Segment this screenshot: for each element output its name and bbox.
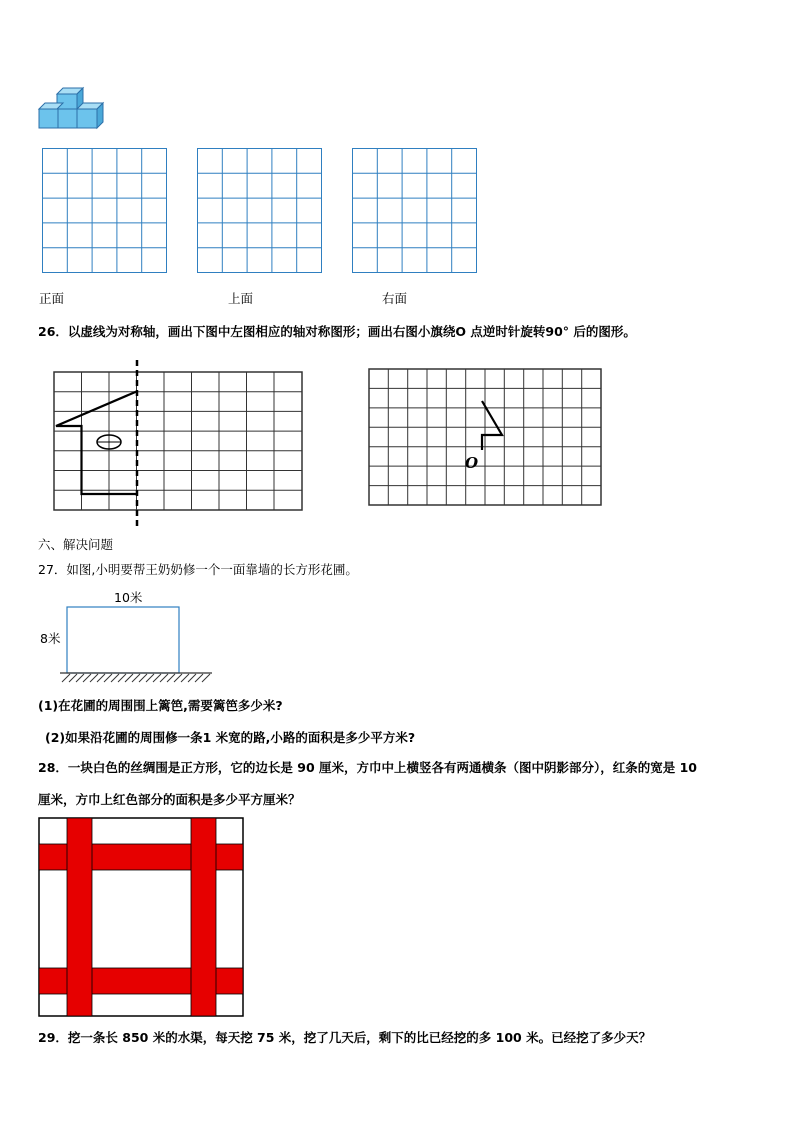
section-6-title: 六、解决问题: [38, 537, 114, 552]
red-stripe-vertical-left: [67, 818, 92, 1016]
grid-front-view[interactable]: [42, 148, 168, 274]
rotation-point-o: O: [465, 454, 479, 472]
cube-stack-figure: [36, 84, 106, 132]
red-stripe-vertical-right: [191, 818, 216, 1016]
question-26-text: 26．以虚线为对称轴，画出下图中左图相应的轴对称图形；画出右图小旗绕O 点逆时针旋转90° 后的图形。: [38, 324, 636, 339]
garden-diagram: [60, 604, 215, 684]
rotation-grid[interactable]: [368, 368, 604, 508]
question-29-text: 29．挖一条长 850 米的水渠，每天挖 75 米，挖了几天后，剩下的比已经挖的多 100 米。已经挖了多少天？: [38, 1030, 652, 1045]
grid-top-view[interactable]: [197, 148, 323, 274]
label-front-view: 正面: [39, 291, 65, 306]
silk-square-figure: [38, 817, 246, 1019]
label-right-view: 右面: [382, 291, 408, 306]
label-top-view: 上面: [228, 291, 254, 306]
garden-height-label: 8米: [40, 631, 61, 646]
question-27-sub2: (2)如果沿花圃的周围修一条1 米宽的路,小路的面积是多少平方米?: [45, 730, 416, 745]
grid-right-view[interactable]: [352, 148, 478, 274]
question-28-line2: 厘米，方巾上红色部分的面积是多少平方厘米？: [38, 792, 301, 807]
question-27-text: 27．如图,小明要帮王奶奶修一个一面靠墙的长方形花圃。: [38, 562, 358, 577]
symmetry-grid[interactable]: [52, 360, 307, 530]
question-27-sub1: (1)在花圃的周围围上篱笆,需要篱笆多少米?: [38, 698, 283, 713]
garden-width-label: 10米: [114, 590, 143, 605]
question-28-line1: 28．一块白色的丝绸围是正方形，它的边长是 90 厘米，方巾中上横竖各有两通横条（图中阴影部分），红条的宽是 10: [38, 760, 697, 775]
